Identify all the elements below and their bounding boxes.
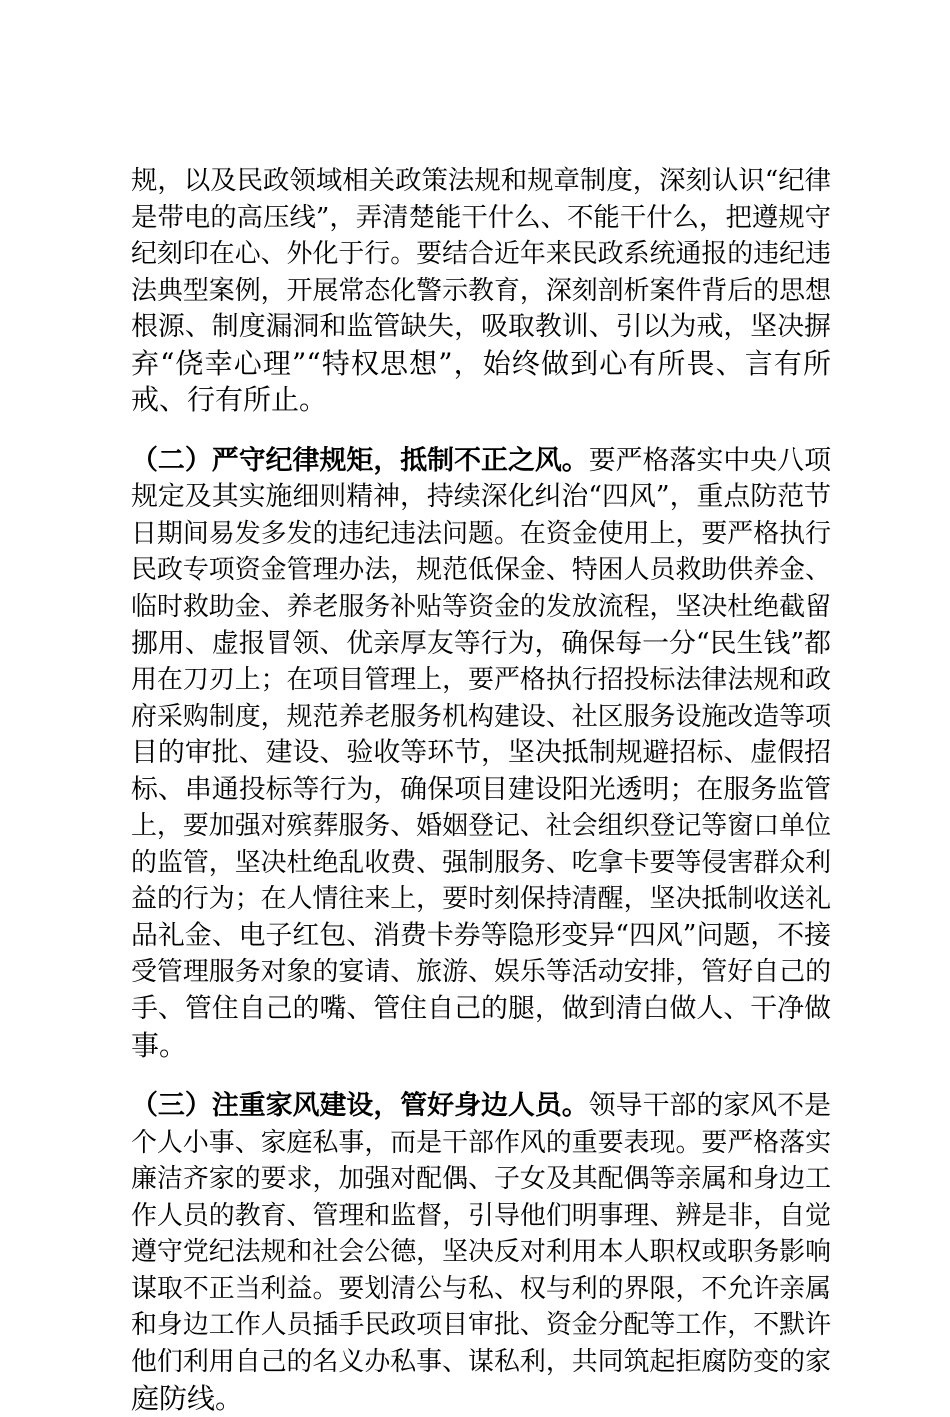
- text-line: [131, 443, 831, 480]
- section-heading-2: （二）严守纪律规矩，抵制不正之风。: [131, 445, 589, 476]
- text-run: 要严格落实中央八项: [589, 445, 831, 476]
- text-line: 规，以及民政领域相关政策法规和规章制度，深刻认识“纪律: [131, 163, 831, 200]
- text-line: 是带电的高压线”，弄清楚能干什么、不能干什么，把遵规守: [131, 200, 831, 237]
- text-run: 领导干部的家风不是: [589, 1090, 831, 1121]
- text-line: 他们利用自己的名义办私事、谋私利，共同筑起拒腐防变的家: [131, 1344, 831, 1381]
- text-line: 弃“侥幸心理”“特权思想”，始终做到心有所畏、言有所: [131, 346, 831, 383]
- text-line: 廉洁齐家的要求，加强对配偶、子女及其配偶等亲属和身边工: [131, 1161, 831, 1198]
- paragraph-spacer: [131, 1064, 831, 1088]
- text-line: 个人小事、家庭私事，而是干部作风的重要表现。要严格落实: [131, 1125, 831, 1162]
- text-line: 事。: [131, 1028, 831, 1065]
- text-line: 用在刀刃上；在项目管理上，要严格执行招投标法律法规和政: [131, 662, 831, 699]
- text-line: 益的行为；在人情往来上，要时刻保持清醒，坚决抵制收送礼: [131, 881, 831, 918]
- text-line: 和身边工作人员插手民政项目审批、资金分配等工作，不默许: [131, 1307, 831, 1344]
- text-line: 戒、行有所止。: [131, 382, 831, 419]
- text-line: 纪刻印在心、外化于行。要结合近年来民政系统通报的违纪违: [131, 236, 831, 273]
- text-line: 谋取不正当利益。要划清公与私、权与利的界限，不允许亲属: [131, 1271, 831, 1308]
- text-line: 根源、制度漏洞和监管缺失，吸取教训、引以为戒，坚决摒: [131, 309, 831, 346]
- paragraph-3: [131, 1088, 831, 1417]
- text-line: 上，要加强对殡葬服务、婚姻登记、社会组织登记等窗口单位: [131, 808, 831, 845]
- text-line: 受管理服务对象的宴请、旅游、娱乐等活动安排，管好自己的: [131, 954, 831, 991]
- text-line: 庭防线。: [131, 1381, 831, 1417]
- text-line: 目的审批、建设、验收等环节，坚决抵制规避招标、虚假招: [131, 735, 831, 772]
- text-line: 的监管，坚决杜绝乱收费、强制服务、吃拿卡要等侵害群众利: [131, 845, 831, 882]
- paragraph-1: [131, 163, 831, 419]
- document-page: [131, 163, 831, 1417]
- text-line: 规定及其实施细则精神，持续深化纠治“四风”，重点防范节: [131, 479, 831, 516]
- section-heading-3: （三）注重家风建设，管好身边人员。: [131, 1090, 589, 1121]
- text-line: 品礼金、电子红包、消费卡券等隐形变异“四风”问题，不接: [131, 918, 831, 955]
- text-line: 法典型案例，开展常态化警示教育，深刻剖析案件背后的思想: [131, 273, 831, 310]
- text-line: 遵守党纪法规和社会公德，坚决反对利用本人职权或职务影响: [131, 1234, 831, 1271]
- text-line: 民政专项资金管理办法，规范低保金、特困人员救助供养金、: [131, 552, 831, 589]
- text-line: 府采购制度，规范养老服务机构建设、社区服务设施改造等项: [131, 699, 831, 736]
- paragraph-spacer: [131, 419, 831, 443]
- text-line: [131, 1088, 831, 1125]
- text-line: 标、串通投标等行为，确保项目建设阳光透明；在服务监管: [131, 772, 831, 809]
- paragraph-2: [131, 443, 831, 1064]
- text-line: 手、管住自己的嘴、管住自己的腿，做到清白做人、干净做: [131, 991, 831, 1028]
- text-line: 临时救助金、养老服务补贴等资金的发放流程，坚决杜绝截留: [131, 589, 831, 626]
- text-line: 挪用、虚报冒领、优亲厚友等行为，确保每一分“民生钱”都: [131, 626, 831, 663]
- text-line: 日期间易发多发的违纪违法问题。在资金使用上，要严格执行: [131, 516, 831, 553]
- text-line: 作人员的教育、管理和监督，引导他们明事理、辨是非，自觉: [131, 1198, 831, 1235]
